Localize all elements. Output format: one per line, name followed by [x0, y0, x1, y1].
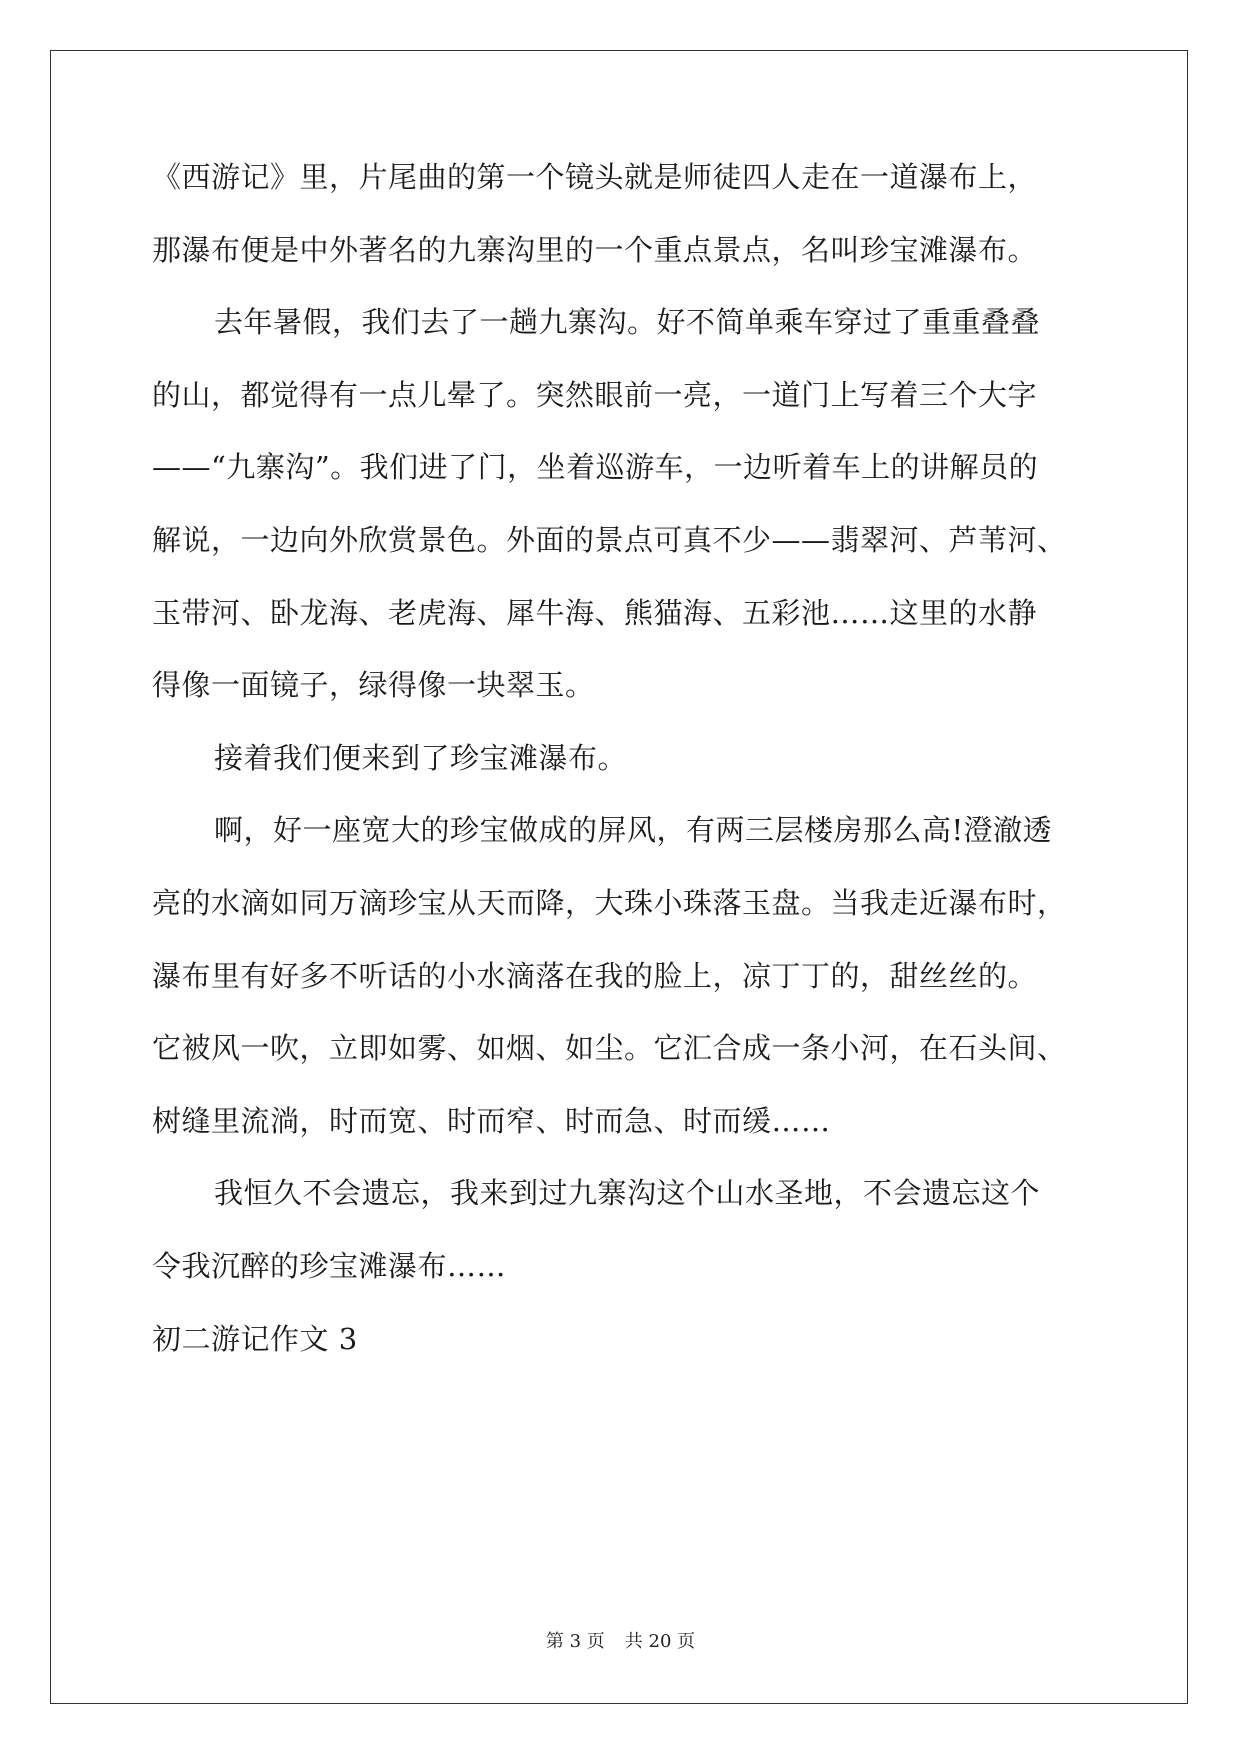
section-heading: 初二游记作文 3: [152, 1321, 358, 1356]
document-body: [152, 160, 1092, 1356]
text-line: 得像一面镜子，绿得像一块翠玉。: [152, 668, 595, 703]
text-line: 它被风一吹，立即如雾、如烟、如尘。它汇合成一条小河，在石头间、: [152, 1031, 1067, 1066]
text-line: 那瀑布便是中外著名的九寨沟里的一个重点景点，名叫珍宝滩瀑布。: [152, 232, 1038, 267]
text-line: 接着我们便来到了珍宝滩瀑布。: [214, 740, 628, 775]
text-line: 去年暑假，我们去了一趟九寨沟。好不简单乘车穿过了重重叠叠: [214, 305, 1041, 340]
text-line: 我恒久不会遗忘，我来到过九寨沟这个山水圣地，不会遗忘这个: [214, 1176, 1041, 1211]
text-line: 解说，一边向外欣赏景色。外面的景点可真不少——翡翠河、芦苇河、: [152, 522, 1067, 557]
text-line: 玉带河、卧龙海、老虎海、犀牛海、熊猫海、五彩池……这里的水静: [152, 595, 1038, 630]
page-total: 共 20 页: [624, 1631, 696, 1652]
text-line: 树缝里流淌，时而宽、时而窄、时而急、时而缓……: [152, 1103, 831, 1138]
text-line: 瀑布里有好多不听话的小水滴落在我的脸上，凉丁丁的，甜丝丝的。: [152, 958, 1038, 993]
text-line: 令我沉醉的珍宝滩瀑布……: [152, 1248, 507, 1283]
text-line: 啊，好一座宽大的珍宝做成的屏风，有两三层楼房那么高!澄澈透: [214, 813, 1053, 848]
text-line: 《西游记》里，片尾曲的第一个镜头就是师徒四人走在一道瀑布上，: [152, 160, 1038, 194]
text-line: 的山，都觉得有一点儿晕了。突然眼前一亮，一道门上写着三个大字: [152, 377, 1038, 412]
page-number: 第 3 页: [545, 1631, 605, 1652]
paragraph-lines: [152, 160, 1092, 1283]
text-line: ——“九寨沟”。我们进了门，坐着巡游车，一边听着车上的讲解员的: [152, 450, 1039, 485]
text-line: 亮的水滴如同万滴珍宝从天而降，大珠小珠落玉盘。当我走近瀑布时，: [152, 885, 1067, 920]
page-footer: [0, 1632, 1241, 1652]
